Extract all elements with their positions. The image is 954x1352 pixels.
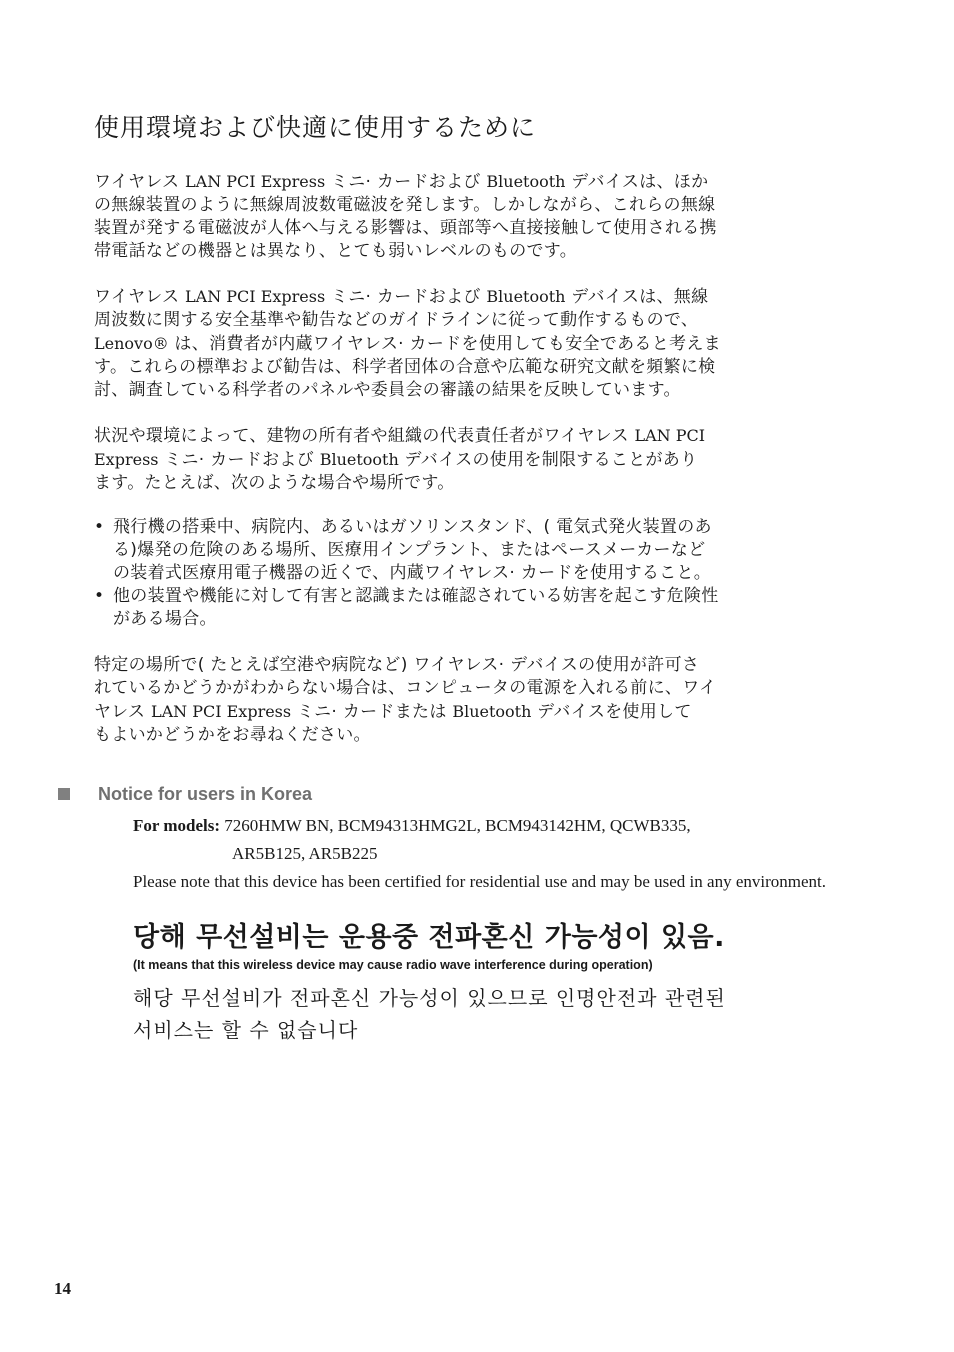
page-number: 14 bbox=[54, 1279, 71, 1298]
text-line: 状況や環境によって、建物の所有者や組織の代表責任者がワイヤレス LAN PCI bbox=[94, 426, 706, 446]
residential-notice: Please note that this device has been certified for residential use and may be used in any environment. bbox=[133, 872, 826, 891]
list-item bbox=[94, 516, 839, 585]
models-line-continued: AR5B125, AR5B225 bbox=[232, 844, 378, 863]
paragraph-2 bbox=[94, 285, 839, 402]
bullet-list bbox=[94, 516, 839, 631]
text-line: の装着式医療用電子機器の近くで、内蔵ワイヤレス· カードを使用すること。 bbox=[113, 563, 712, 583]
bullet-dot: • bbox=[94, 586, 105, 606]
bullet-dot: • bbox=[94, 517, 105, 537]
list-item bbox=[94, 585, 839, 631]
text-line: 帯電話などの機器とは異なり、とても弱いレベルのものです。 bbox=[94, 241, 578, 261]
models-list: 7260HMW BN, BCM94313HMG2L, BCM943142HM, QCWB335, bbox=[220, 816, 691, 835]
text-line: 周波数に関する安全基準や勧告などのガイドラインに従って動作するもので、 bbox=[94, 310, 699, 330]
text-line: ます。たとえば、次のような場合や場所です。 bbox=[94, 473, 455, 493]
models-label: For models: bbox=[133, 816, 221, 835]
text-line: Express ミニ· カードおよび Bluetooth デバイスの使用を制限することがあり bbox=[94, 450, 698, 470]
square-bullet-icon bbox=[58, 788, 70, 800]
text-line: 서비스는 할 수 없습니다 bbox=[133, 1018, 359, 1042]
text-line: れているかどうかがわからない場合は、コンピュータの電源を入れる前に、ワイ bbox=[94, 678, 717, 698]
korean-safety-notice bbox=[133, 982, 726, 1046]
text-line: 討、調査している科学者のパネルや委員会の審議の結果を反映しています。 bbox=[94, 380, 681, 400]
paragraph-1 bbox=[94, 170, 839, 263]
text-line: 装置が発する電磁波が人体へ与える影響は、頭部等へ直接接触して使用される携 bbox=[94, 218, 717, 238]
korean-notice-translation: (It means that this wireless device may cause radio wave interference during operation) bbox=[133, 958, 653, 972]
text-line: ヤレス LAN PCI Express ミニ· カードまたは Bluetooth デバイスを使用して bbox=[94, 702, 692, 722]
text-line: 飛行機の搭乗中、病院内、あるいはガソリンスタンド、( 電気式発火装置のあ bbox=[113, 517, 712, 537]
korea-heading-text: Notice for users in Korea bbox=[98, 783, 313, 804]
text-line: の無線装置のように無線周波数電磁波を発します。しかしながら、これらの無線 bbox=[94, 195, 716, 215]
text-line: る)爆発の危険のある場所、医療用インプラント、またはペースメーカーなど bbox=[113, 540, 706, 560]
text-line: Lenovo® は、消費者が内蔵ワイヤレス· カードを使用しても安全であると考えま bbox=[94, 334, 721, 354]
text-line: 特定の場所で( たとえば空港や病院など) ワイヤレス· デバイスの使用が許可さ bbox=[94, 655, 700, 675]
paragraph-3 bbox=[94, 424, 839, 495]
text-line: 他の装置や機能に対して有害と認識または確認されている妨害を起こす危険性 bbox=[113, 586, 719, 606]
text-line: ワイヤレス LAN PCI Express ミニ· カードおよび Bluetooth デバイスは、無線 bbox=[94, 287, 709, 307]
text-line: もよいかどうかをお尋ねください。 bbox=[94, 725, 371, 745]
text-line: 해당 무선설비가 전파혼신 가능성이 있으므로 인명안전과 관련된 bbox=[133, 986, 726, 1010]
section-title: 使用環境および快適に使用するために bbox=[94, 113, 537, 142]
text-line: ワイヤレス LAN PCI Express ミニ· カードおよび Bluetooth デバイスは、ほか bbox=[94, 172, 709, 192]
models-line bbox=[133, 812, 691, 840]
text-line: がある場合。 bbox=[113, 609, 217, 629]
paragraph-4 bbox=[94, 654, 839, 747]
text-line: す。これらの標準および勧告は、科学者団体の合意や広範な研究文献を頻繁に検 bbox=[94, 357, 716, 377]
korean-notice-heading: 당해 무선설비는 운용중 전파혼신 가능성이 있음. bbox=[133, 922, 725, 953]
korea-section-heading bbox=[58, 781, 312, 807]
